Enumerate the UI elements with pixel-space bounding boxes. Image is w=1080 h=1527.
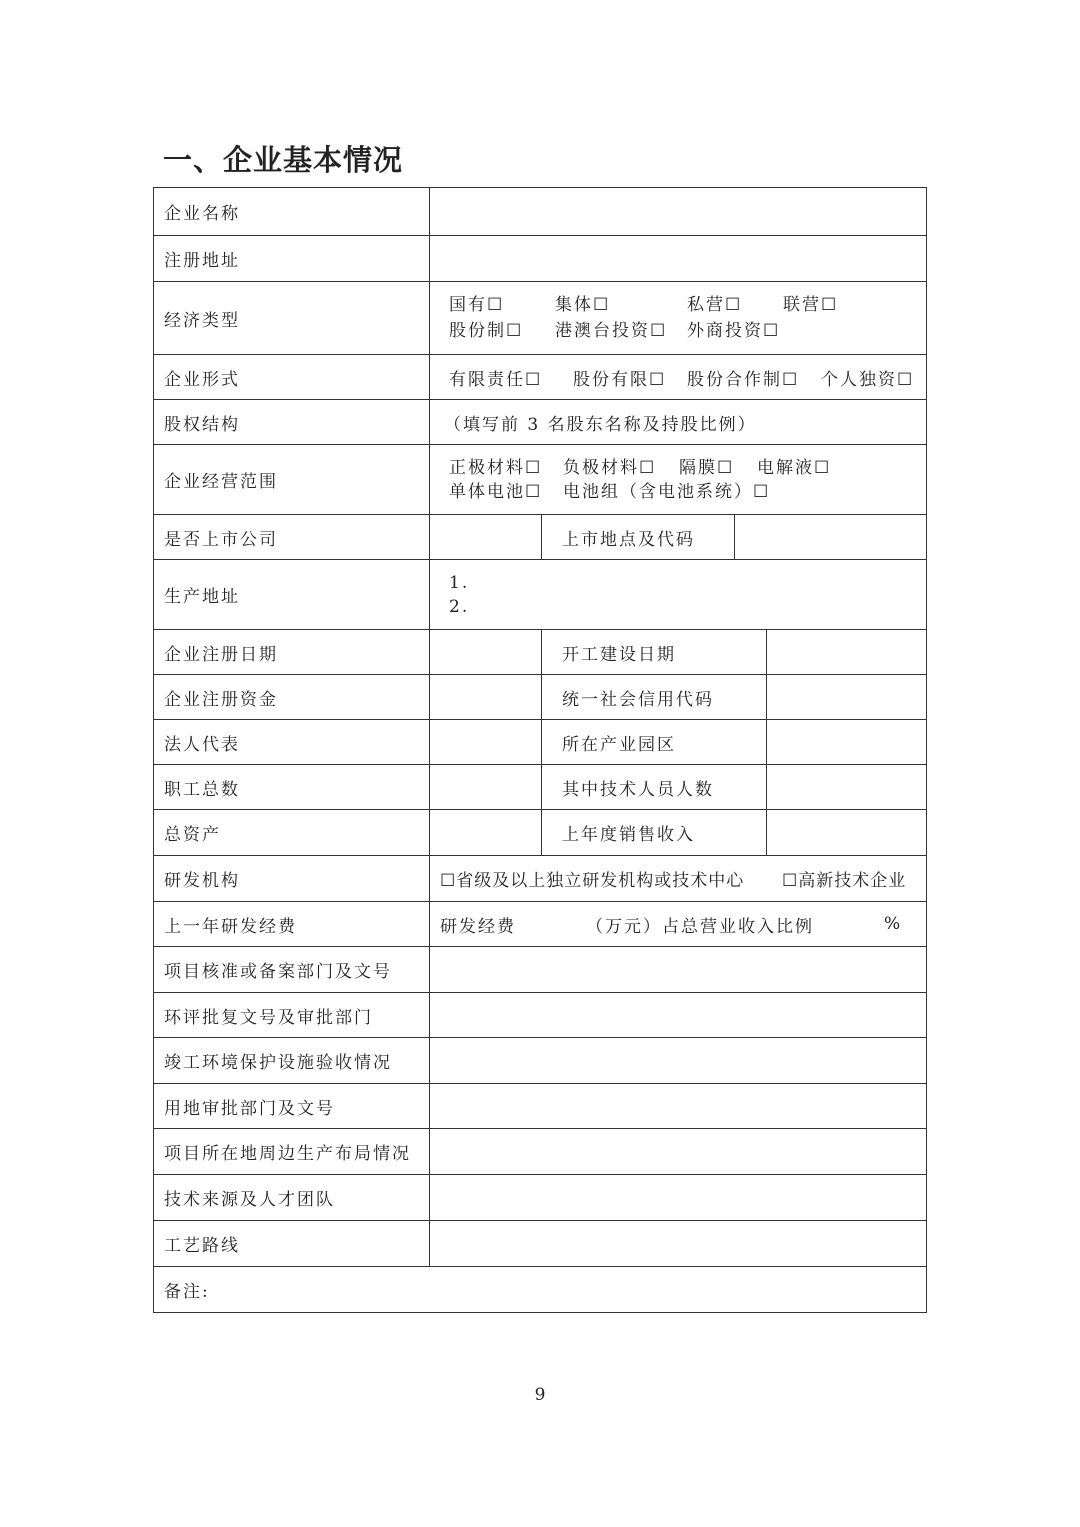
input-land[interactable] xyxy=(429,1084,926,1128)
input-credit-code[interactable] xyxy=(766,675,926,719)
label-scope: 企业经营范围 xyxy=(164,472,278,492)
label-equity: 股权结构 xyxy=(164,414,240,435)
row-listed xyxy=(154,515,926,560)
label-completion: 竣工环境保护设施验收情况 xyxy=(164,1053,392,1073)
label-listed: 是否上市公司 xyxy=(164,529,278,550)
row-process xyxy=(154,1221,926,1267)
label-land: 用地审批部门及文号 xyxy=(164,1098,335,1119)
input-approval[interactable] xyxy=(429,947,926,992)
row-staff xyxy=(154,765,926,810)
input-legal-rep[interactable] xyxy=(429,720,541,764)
option-hk-macao-tw[interactable]: 港澳台投资☐ xyxy=(555,321,668,341)
option-cooperative[interactable]: 股份合作制☐ xyxy=(687,369,800,390)
ent-form-options xyxy=(429,355,926,399)
option-high-tech[interactable]: ☐高新技术企业 xyxy=(782,871,907,891)
row-land xyxy=(154,1084,926,1129)
prod-address-2: 2. xyxy=(449,596,470,617)
label-tech-staff: 其中技术人员人数 xyxy=(541,765,766,809)
option-collective[interactable]: 集体☐ xyxy=(555,295,611,315)
label-process: 工艺路线 xyxy=(164,1236,240,1256)
input-listing-place[interactable] xyxy=(734,515,926,559)
rd-fee-text: 研发经费 xyxy=(440,916,516,937)
option-joint-stock[interactable]: 股份制☐ xyxy=(449,321,524,341)
row-rd-org xyxy=(154,856,926,902)
label-econ-type: 经济类型 xyxy=(164,310,240,331)
row-company-name xyxy=(154,188,926,236)
label-eia: 环评批复文号及审批部门 xyxy=(164,1007,373,1028)
row-completion xyxy=(154,1038,926,1084)
input-eia[interactable] xyxy=(429,993,926,1037)
row-reg-address xyxy=(154,236,926,282)
label-reg-address: 注册地址 xyxy=(164,251,240,271)
row-ent-form xyxy=(154,355,926,400)
input-tech-staff[interactable] xyxy=(766,765,926,809)
label-legal-rep: 法人代表 xyxy=(164,734,240,755)
label-reg-capital: 企业注册资金 xyxy=(164,689,278,710)
label-remarks: 备注: xyxy=(164,1282,210,1302)
label-sales-revenue: 上年度销售收入 xyxy=(541,810,766,855)
input-reg-capital[interactable] xyxy=(429,675,541,719)
row-legal-rep xyxy=(154,720,926,765)
row-prod-address xyxy=(154,560,926,630)
label-listing-place: 上市地点及代码 xyxy=(541,515,734,559)
label-staff: 职工总数 xyxy=(164,779,240,800)
label-company-name: 企业名称 xyxy=(164,204,240,224)
page-number: 9 xyxy=(534,1385,546,1405)
label-ent-form: 企业形式 xyxy=(164,369,240,390)
econ-type-options xyxy=(429,282,926,354)
rd-fee-content[interactable] xyxy=(429,902,926,946)
row-reg-date xyxy=(154,630,926,675)
label-tech: 技术来源及人才团队 xyxy=(164,1190,335,1210)
label-rd-org: 研发机构 xyxy=(164,871,240,891)
input-assets[interactable] xyxy=(429,810,541,855)
option-limited[interactable]: 有限责任☐ xyxy=(449,369,543,390)
section-title: 一、企业基本情况 xyxy=(163,143,404,177)
label-prod-address: 生产地址 xyxy=(164,587,240,607)
label-credit-code: 统一社会信用代码 xyxy=(541,675,766,719)
option-foreign[interactable]: 外商投资☐ xyxy=(687,321,781,341)
input-completion[interactable] xyxy=(429,1038,926,1083)
input-reg-date[interactable] xyxy=(429,630,541,674)
row-scope xyxy=(154,445,926,515)
row-econ-type xyxy=(154,282,926,355)
rd-org-options xyxy=(429,856,926,901)
row-reg-capital xyxy=(154,675,926,720)
input-staff[interactable] xyxy=(429,765,541,809)
input-listed[interactable] xyxy=(429,515,541,559)
percent-sign: % xyxy=(884,914,903,934)
row-layout xyxy=(154,1129,926,1175)
row-rd-fee xyxy=(154,902,926,947)
row-eia xyxy=(154,993,926,1038)
row-approval xyxy=(154,947,926,993)
row-tech xyxy=(154,1175,926,1221)
rd-fee-ratio-text: （万元）占总营业收入比例 xyxy=(586,916,814,937)
input-remarks[interactable] xyxy=(244,1267,926,1312)
option-anode[interactable]: 负极材料☐ xyxy=(563,457,657,478)
label-rd-fee: 上一年研发经费 xyxy=(164,916,297,937)
scope-options xyxy=(429,445,926,514)
option-single-cell[interactable]: 单体电池☐ xyxy=(449,481,543,502)
equity-hint[interactable]: （填写前 3 名股东名称及持股比例） xyxy=(429,400,926,444)
input-reg-address[interactable] xyxy=(429,236,926,281)
row-equity xyxy=(154,400,926,445)
option-joint-stock-limited[interactable]: 股份有限☐ xyxy=(573,369,667,390)
option-sole-proprietor[interactable]: 个人独资☐ xyxy=(821,369,915,390)
label-reg-date: 企业注册日期 xyxy=(164,644,278,665)
input-construction-date[interactable] xyxy=(766,630,926,674)
input-prod-address[interactable] xyxy=(429,560,926,629)
input-company-name[interactable] xyxy=(429,188,926,235)
input-sales-revenue[interactable] xyxy=(766,810,926,855)
input-industrial-park[interactable] xyxy=(766,720,926,764)
input-process[interactable] xyxy=(429,1221,926,1266)
row-assets xyxy=(154,810,926,856)
option-electrolyte[interactable]: 电解液☐ xyxy=(757,457,832,478)
option-provincial-rd[interactable]: ☐省级及以上独立研发机构或技术中心 xyxy=(440,871,745,891)
label-industrial-park: 所在产业园区 xyxy=(541,720,766,764)
enterprise-info-form xyxy=(153,187,927,1313)
input-tech[interactable] xyxy=(429,1175,926,1220)
label-construction-date: 开工建设日期 xyxy=(541,630,766,674)
label-approval: 项目核准或备案部门及文号 xyxy=(164,962,392,982)
label-assets: 总资产 xyxy=(164,825,221,845)
option-state-owned[interactable]: 国有☐ xyxy=(449,295,505,315)
option-separator[interactable]: 隔膜☐ xyxy=(679,457,735,478)
option-private[interactable]: 私营☐ xyxy=(687,295,743,315)
option-joint[interactable]: 联营☐ xyxy=(783,295,839,315)
input-layout[interactable] xyxy=(429,1129,926,1174)
prod-address-1: 1. xyxy=(449,572,470,593)
label-layout: 项目所在地周边生产布局情况 xyxy=(164,1144,411,1164)
option-cathode[interactable]: 正极材料☐ xyxy=(449,457,543,478)
option-battery-pack[interactable]: 电池组（含电池系统）☐ xyxy=(563,481,771,502)
row-remarks xyxy=(154,1267,926,1312)
